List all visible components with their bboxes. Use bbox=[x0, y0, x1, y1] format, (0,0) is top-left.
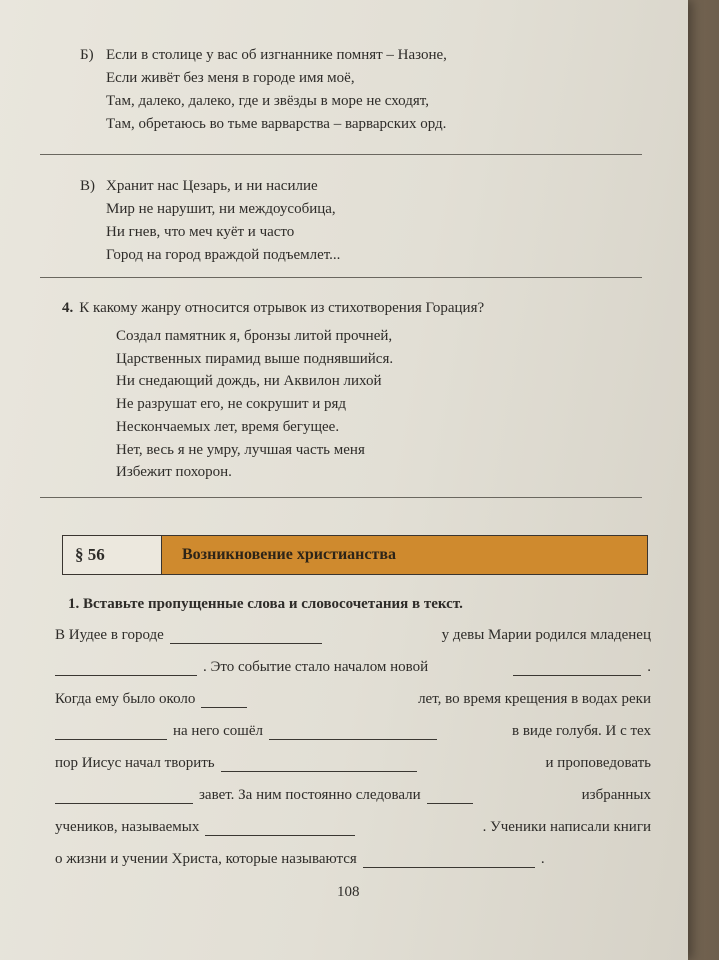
task-1-heading: 1. Вставьте пропущенные слова и словосочетания в текст. bbox=[68, 596, 463, 612]
verse-b-label: Б) bbox=[80, 47, 94, 63]
text-line: учеников, называемых . Ученики написали книги bbox=[55, 819, 651, 835]
answer-line[interactable] bbox=[40, 154, 642, 155]
verse-line: Там, обретаюсь во тьме варварства – варварских орд. bbox=[106, 116, 447, 132]
poem-line: Нет, весь я не умру, лучшая часть меня bbox=[116, 441, 365, 458]
section-title: Возникновение христианства bbox=[161, 536, 647, 574]
page-number: 108 bbox=[337, 884, 360, 900]
verse-line: Если живёт без меня в городе имя моё, bbox=[106, 70, 355, 86]
poem-line: Избежит похорон. bbox=[116, 464, 232, 481]
text-line: Когда ему было около лет, во время крещения в водах реки bbox=[55, 691, 651, 707]
text-line: на него сошёл в виде голубя. И с тех bbox=[55, 716, 651, 740]
question-4 bbox=[62, 300, 484, 317]
text-line: пор Иисус начал творить и проповедовать bbox=[55, 755, 651, 771]
poem-line: Ни снедающий дождь, ни Аквилон лихой bbox=[116, 373, 382, 390]
text-line: В Иудее в городе у девы Марии родился младенец bbox=[55, 627, 651, 643]
blank-field[interactable] bbox=[55, 789, 193, 804]
question-number: 4. bbox=[62, 300, 74, 316]
text-line: о жизни и учении Христа, которые называются . bbox=[55, 851, 545, 867]
blank-field[interactable] bbox=[221, 757, 417, 772]
section-header bbox=[62, 535, 648, 575]
verse-line: Город на город враждой подъемлет... bbox=[106, 247, 341, 263]
verse-line: Мир не нарушит, ни междоусобица, bbox=[106, 201, 336, 217]
blank-field[interactable] bbox=[55, 725, 167, 740]
question-text: К какому жанру относится отрывок из стихотворения Горация? bbox=[79, 300, 485, 316]
blank-field[interactable] bbox=[513, 661, 641, 676]
poem-line: Создал памятник я, бронзы литой прочней, bbox=[116, 328, 393, 344]
blank-field[interactable] bbox=[363, 853, 535, 868]
text-line: завет. За ним постоянно следовали избранных bbox=[55, 780, 651, 804]
answer-line[interactable] bbox=[40, 497, 642, 498]
blank-field[interactable] bbox=[269, 725, 437, 740]
blank-field[interactable] bbox=[427, 789, 473, 804]
verse-v bbox=[80, 175, 340, 267]
section-number: § 56 bbox=[63, 536, 161, 574]
horace-poem bbox=[116, 325, 393, 484]
poem-line: Царственных пирамид выше поднявшийся. bbox=[116, 350, 394, 367]
verse-line: Хранит нас Цезарь, и ни насилие bbox=[106, 178, 318, 194]
answer-line[interactable] bbox=[40, 277, 642, 278]
verse-line: Если в столице у вас об изгнаннике помнят – Назоне, bbox=[106, 47, 447, 63]
verse-v-label: В) bbox=[80, 178, 95, 194]
blank-field[interactable] bbox=[170, 629, 322, 644]
blank-field[interactable] bbox=[205, 821, 355, 836]
poem-line: Не разрушат его, не сокрушит и ряд bbox=[116, 396, 347, 413]
text-line: . Это событие стало началом новой . bbox=[55, 652, 651, 676]
verse-line: Ни гнев, что меч куёт и часто bbox=[106, 224, 295, 240]
verse-b bbox=[80, 44, 447, 136]
poem-line: Нескончаемых лет, время бегущее. bbox=[116, 418, 340, 435]
blank-field[interactable] bbox=[55, 661, 197, 676]
verse-line: Там, далеко, далеко, где и звёзды в море не сходят, bbox=[106, 93, 429, 109]
blank-field[interactable] bbox=[201, 693, 247, 708]
